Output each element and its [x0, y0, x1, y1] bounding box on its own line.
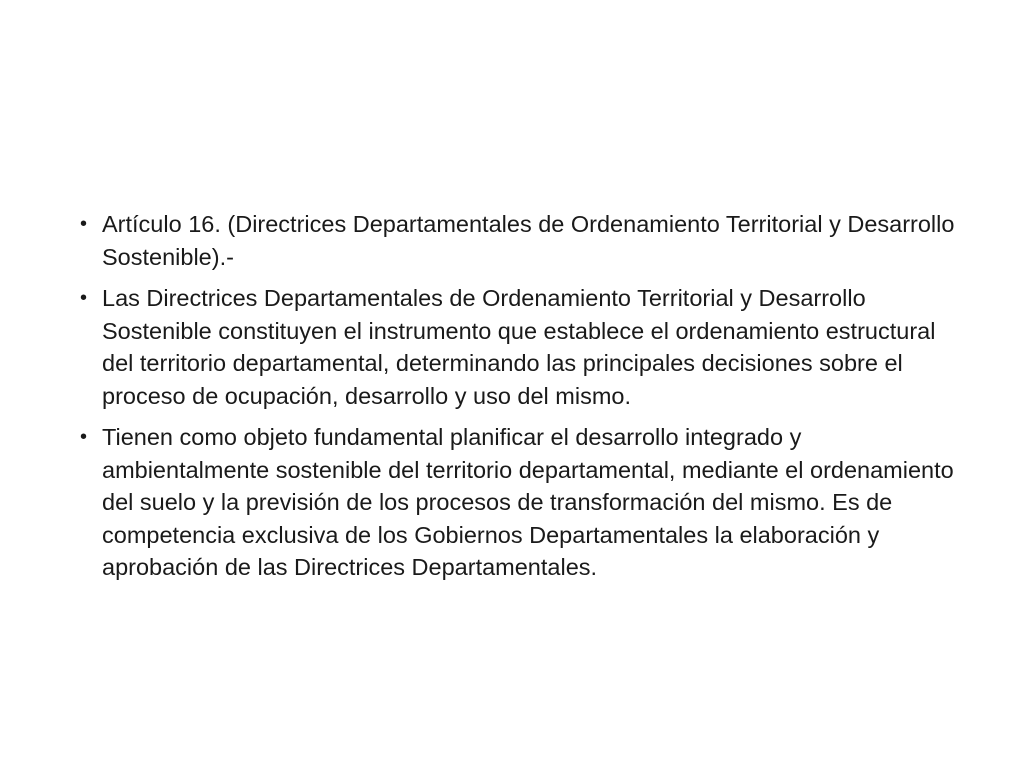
- bullet-icon: •: [80, 213, 88, 235]
- bullet-icon: •: [80, 287, 88, 309]
- bullet-list: [76, 208, 956, 593]
- bullet-text: Tienen como objeto fundamental planificar el desarrollo integrado y ambientalmente sostenible del territorio departamental, mediante el ordenamiento del suelo y la previsión de los procesos de transformación del mismo. Es de competencia exclusiva de los Gobiernos Departamentales la elaboración y aprobación de las Directrices Departamentales.: [102, 424, 954, 580]
- bullet-item-article-heading: [76, 208, 956, 273]
- bullet-item-definition: [76, 282, 956, 412]
- bullet-item-objective: [76, 421, 956, 584]
- bullet-text: Las Directrices Departamentales de Ordenamiento Territorial y Desarrollo Sostenible constituyen el instrumento que establece el ordenamiento estructural del territorio departamental, determinando las principales decisiones sobre el proceso de ocupación, desarrollo y uso del mismo.: [102, 285, 936, 409]
- bullet-text: Artículo 16. (Directrices Departamentales de Ordenamiento Territorial y Desarrollo Sostenible).-: [102, 211, 955, 270]
- bullet-icon: •: [80, 426, 88, 448]
